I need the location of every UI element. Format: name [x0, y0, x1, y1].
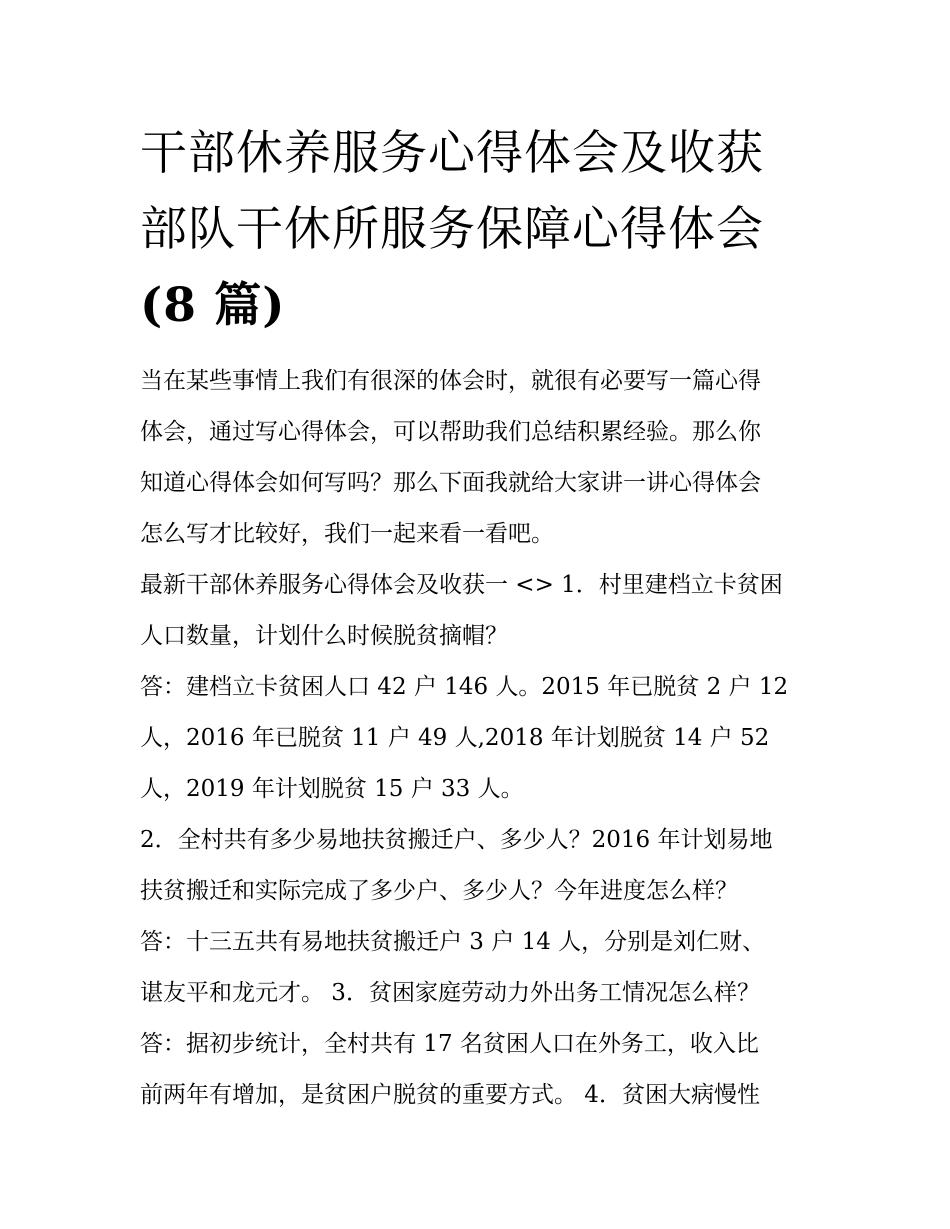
body-line: 人，2016 年已脱贫 11 户 49 人,2018 年计划脱贫 14 户 52	[140, 725, 770, 751]
body-line: 前两年有增加，是贫困户脱贫的重要方式。 4．贫困大病慢性	[140, 1082, 760, 1108]
body-line: 2．全村共有多少易地扶贫搬迁户、多少人？2016 年计划易地	[140, 827, 773, 853]
title-line-2: 部队干休所服务保障心得体会	[140, 202, 764, 257]
body-line: 答：建档立卡贫困人口 42 户 146 人。2015 年已脱贫 2 户 12	[140, 674, 789, 700]
title-line-3: (8 篇)	[140, 278, 286, 333]
body-line: 最新干部休养服务心得体会及收获一 <> 1．村里建档立卡贫困	[140, 572, 783, 598]
document-title	[140, 116, 840, 344]
title-line-1: 干部休养服务心得体会及收获	[140, 126, 764, 181]
body-line: 知道心得体会如何写吗？那么下面我就给大家讲一讲心得体会	[140, 470, 761, 496]
body-line: 谌友平和龙元才。 3．贫困家庭劳动力外出务工情况怎么样？	[140, 980, 760, 1006]
body-line: 怎么写才比较好，我们一起来看一看吧。	[140, 521, 554, 547]
body-line: 扶贫搬迁和实际完成了多少户、多少人？今年进度怎么样？	[140, 878, 738, 904]
body-line: 人口数量，计划什么时候脱贫摘帽？	[140, 623, 508, 649]
body-line: 体会，通过写心得体会，可以帮助我们总结积累经验。那么你	[140, 419, 761, 445]
body-line: 当在某些事情上我们有很深的体会时，就很有必要写一篇心得	[140, 368, 761, 394]
body-line: 人，2019 年计划脱贫 15 户 33 人。	[140, 776, 524, 802]
body-line: 答：十三五共有易地扶贫搬迁户 3 户 14 人，分别是刘仁财、	[140, 929, 766, 955]
document-body	[140, 356, 840, 1121]
body-line: 答：据初步统计，全村共有 17 名贫困人口在外务工，收入比	[140, 1031, 759, 1057]
